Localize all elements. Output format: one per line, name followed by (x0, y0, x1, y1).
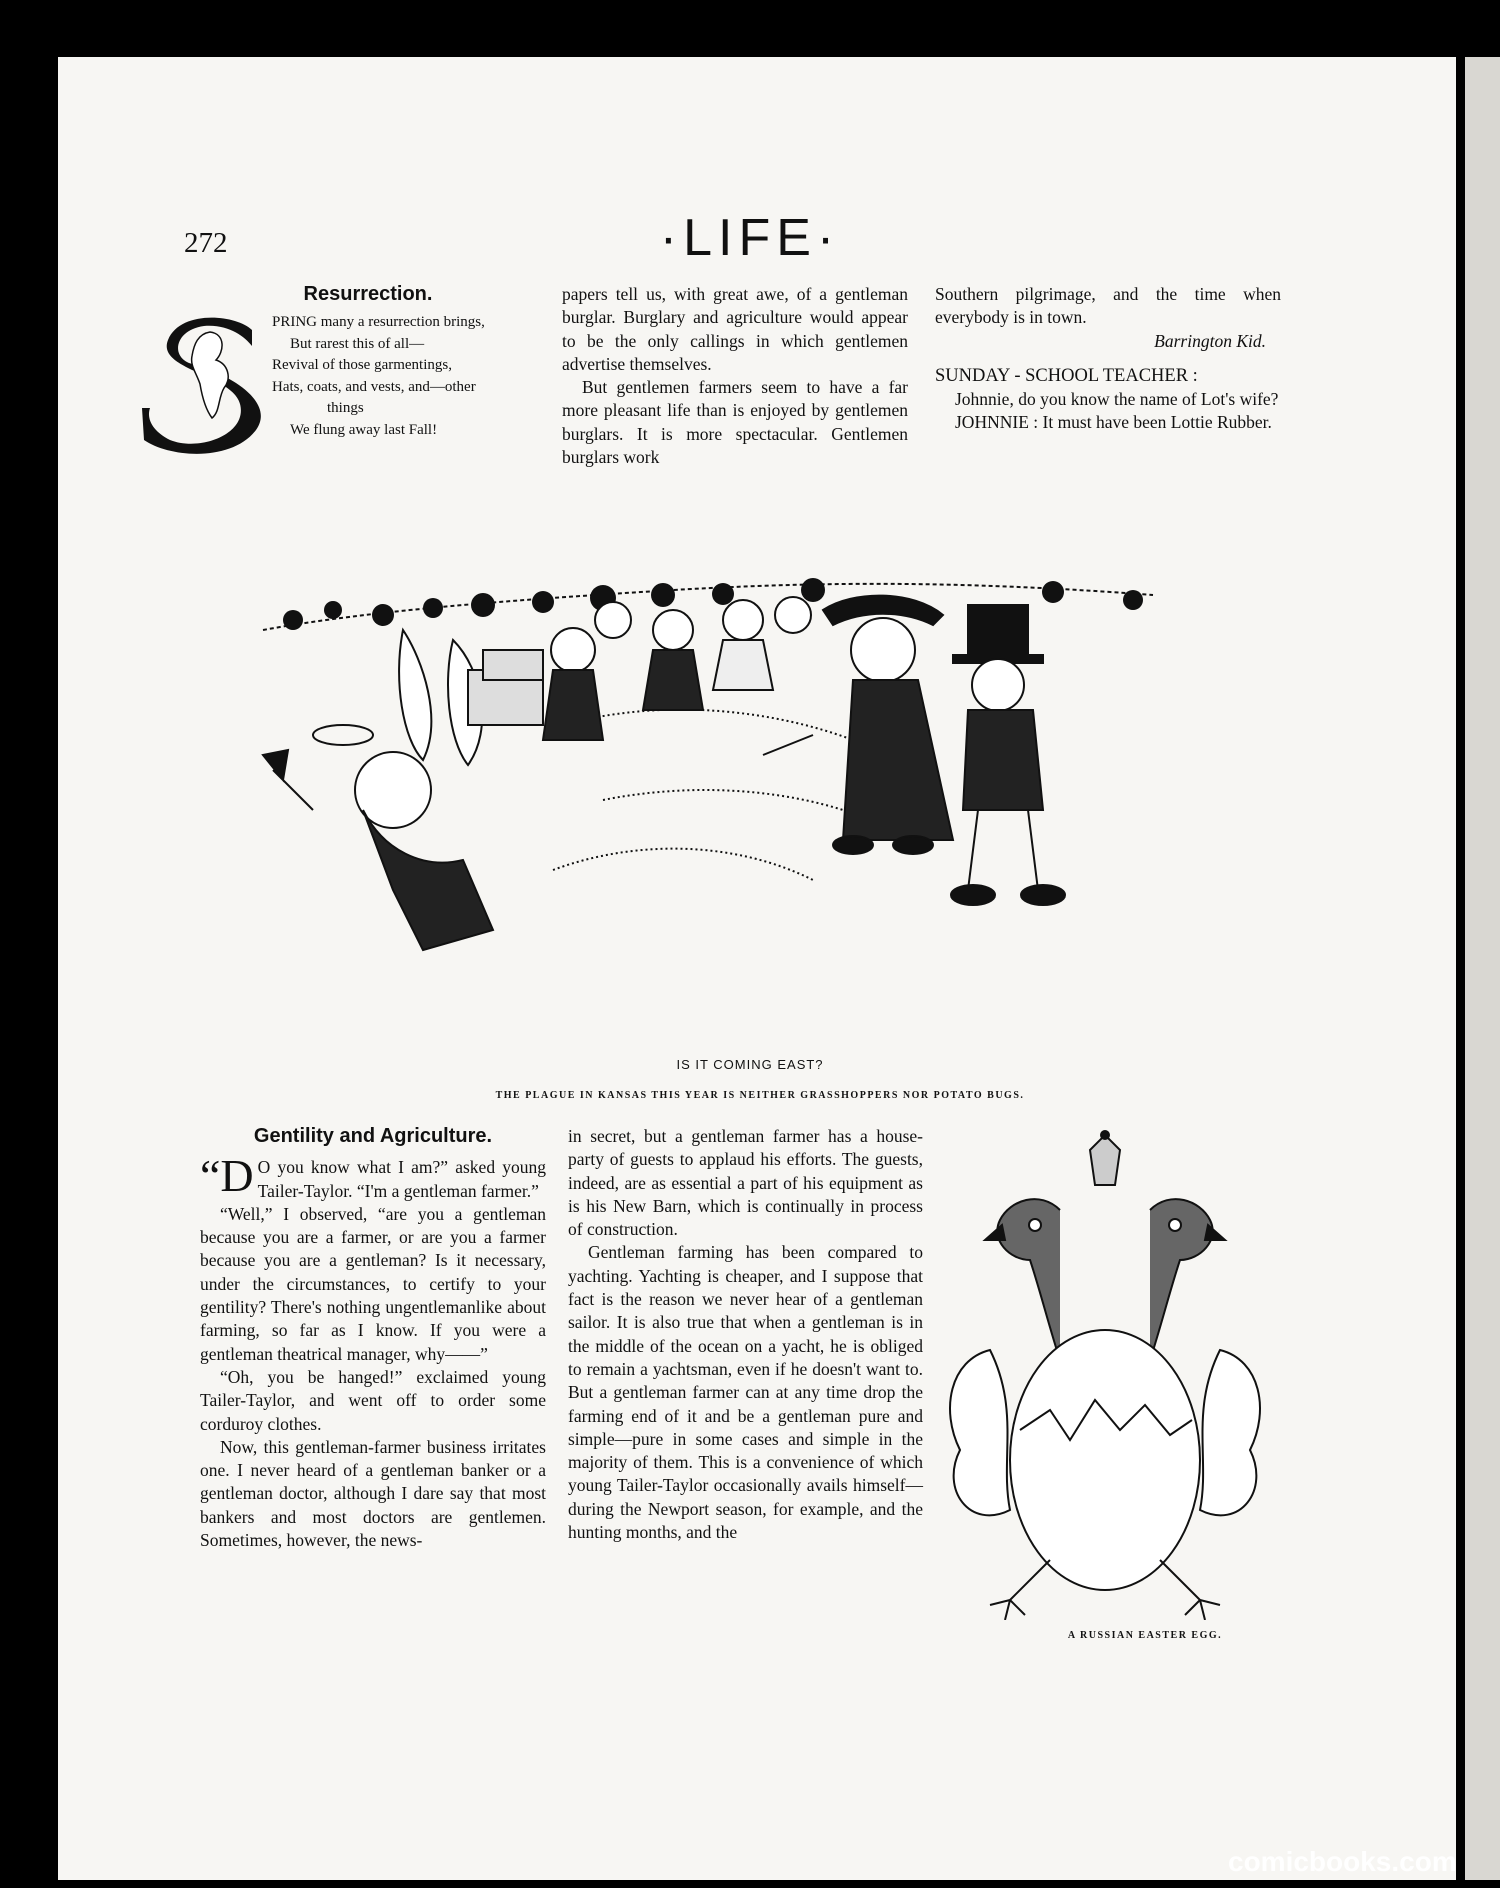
poem-line: things (327, 400, 364, 417)
russian-easter-egg-illustration (930, 1130, 1280, 1620)
paragraph: Now, this gentleman-farmer business irritates one. I never heard of a gentleman banker or a gentleman doctor, although I dare say that most bankers and most doctors are gentlemen. Sometimes, however, the news- (200, 1436, 546, 1551)
joke-speaker: JOHNNIE : (955, 412, 1039, 433)
gentility-title: Gentility and Agriculture. (253, 1125, 493, 1147)
paragraph: papers tell us, with great awe, of a gentleman burglar. Burglary and agriculture would appear to be the only callings in which gentlemen advertise themselves. (562, 284, 908, 374)
paragraph: “Oh, you be hanged!” exclaimed young Tailer-Taylor, and went off to order some corduroy clothes. (200, 1366, 546, 1434)
plague-cartoon-illustration (253, 510, 1258, 975)
signature: Barrington Kid. (1154, 330, 1266, 351)
paragraph: O you know what I am?” asked young Tailer-Taylor. “I'm a gentleman farmer.” (257, 1157, 546, 1201)
paragraph: in secret, but a gentleman farmer has a house-party of guests to applaud his efforts. The guests, indeed, are as essential a part of his equipment as is his New Barn, which is continually in process of construction. (568, 1126, 923, 1240)
paragraph: Southern pilgrimage, and the time when everybody is in town. (935, 284, 1281, 328)
paragraph: Gentleman farming has been compared to yachting. Yachting is cheaper, and I suppose that fact is the reason we never hear of a gentleman sailor. It is also true that when a gentleman is in the middle of the ocean on a yacht, he is obliged to remain a yachtsman, even if he doesn't want to. But a gentleman farmer can at any time drop the farming end of it and be a gentleman pure and simple—pure in some cases and simple in the majority of them. This is a convenience of which young Tailer-Taylor occasionally avails himself—during the Newport season, for example, and the hunting months, and the (568, 1242, 923, 1543)
drop-cap-d: D (220, 1150, 254, 1202)
masthead-title: ·LIFE· (659, 209, 841, 267)
poem-line: PRING many a resurrection brings, (272, 314, 485, 330)
joke-answer: It must have been Lottie Rubber. (1042, 412, 1272, 433)
decorative-s-initial-icon (140, 312, 275, 457)
joke-setup: SUNDAY - SCHOOL TEACHER : (935, 365, 1198, 386)
poem-line: Revival of those garmentings, (272, 357, 452, 374)
facing-page-edge (1465, 57, 1500, 1880)
poem-line: But rarest this of all— (290, 335, 425, 352)
joke-question: Johnnie, do you know the name of Lot's wife? (955, 389, 1279, 410)
column-2-bottom (568, 1125, 923, 1544)
cartoon-caption: IS IT COMING EAST? (676, 1057, 824, 1072)
cartoon-subcaption: THE PLAGUE IN KANSAS THIS YEAR IS NEITHER GRASSHOPPERS NOR POTATO BUGS. (495, 1090, 1025, 1101)
page-number: 272 (184, 227, 228, 259)
column-2-top (562, 283, 908, 469)
paragraph: “Well,” I observed, “are you a gentleman because you are a farmer, or are you a farmer because you are a gentleman? Is it necessary, under the circumstances, to certify to your gentility? There's nothing ungentlemanlike about farming, so far as I know. If you were a gentleman theatrical manager, why——” (200, 1203, 546, 1364)
site-watermark: comicbooks.com (1228, 1846, 1457, 1877)
page-binding (1456, 57, 1465, 1880)
poem-line: We flung away last Fall! (290, 421, 438, 438)
poem-line: Hats, coats, and vests, and—other (272, 378, 476, 395)
column-1-bottom (200, 1125, 546, 1552)
paragraph: But gentlemen farmers seem to have a far more pleasant life than is enjoyed by gentlemen burglars. It is more spectacular. Gentlemen burglars work (562, 377, 908, 468)
column-3-top (935, 283, 1281, 435)
opening-quote: “ (200, 1150, 221, 1202)
egg-caption: A RUSSIAN EASTER EGG. (1067, 1630, 1223, 1641)
resurrection-title: Resurrection. (303, 283, 433, 305)
